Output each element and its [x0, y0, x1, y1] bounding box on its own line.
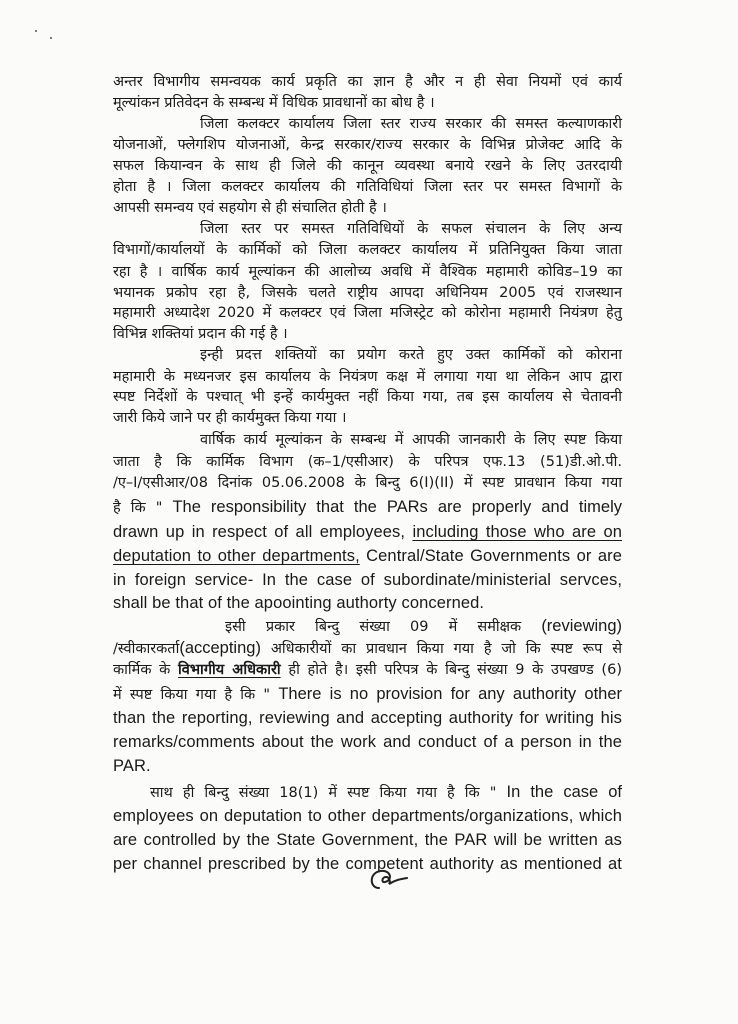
- text-line: [113, 568, 622, 592]
- text-line: [113, 155, 622, 177]
- text-segment: है कि ": [113, 500, 173, 516]
- text-line: [113, 804, 622, 828]
- text-segment: than the reporting, reviewing and accepting authority for writing his: [113, 709, 622, 727]
- text-line: [113, 754, 622, 778]
- text-segment: महामारी अध्यादेश 2020 में कलक्टर एवं जिला मजिस्ट्रेट को कोरोना महामारी नियंत्रण हेतु: [113, 305, 622, 321]
- text-line: [200, 218, 622, 240]
- signature-initial: [365, 866, 411, 896]
- text-line: [113, 637, 622, 659]
- text-segment: अन्तर विभागीय समन्वयक कार्य प्रकृति का ज्ञान है और न ही सेवा नियमों एवं कार्य: [113, 74, 622, 90]
- text-line: [113, 706, 622, 730]
- text-segment: महामारी के मध्यनजर इस कार्यालय के नियंत्रण कक्ष में लगाया गया था लेकिन आप द्वारा: [113, 369, 622, 385]
- text-line: [150, 781, 622, 803]
- text-segment: shall be that of the apoointing authorty concerned.: [113, 594, 485, 612]
- text-segment: विभिन्न शक्तियां प्रदान की गई है ।: [113, 326, 288, 342]
- text-segment: अधिकारीयों का प्रावधान किया गया है जो कि स्पष्ट रूप से: [260, 641, 622, 657]
- text-segment: जाता है कि कार्मिक विभाग (क–1/एसीआर) के परिपत्र एफ.13 (51)डी.ओ.पी.: [113, 454, 622, 470]
- text-line: [113, 828, 622, 852]
- text-segment: जारी किये जाने पर ही कार्यमुक्त किया गया ।: [113, 410, 347, 426]
- text-line: [113, 496, 622, 518]
- text-line: [113, 451, 622, 473]
- text-segment: are controlled by the State Government, the PAR will be written as: [113, 831, 622, 849]
- text-segment: (reviewing): [541, 617, 622, 635]
- text-line: [113, 683, 622, 705]
- text-segment: स्पष्ट निर्देशों के पश्चात् भी इन्हें कार्यमुक्त नहीं किया गया, तब इस कार्यालय से चेतावनी: [113, 389, 622, 405]
- text-segment: in foreign service- In the case of subordinate/ministerial servces,: [113, 571, 622, 589]
- text-line: [200, 113, 622, 135]
- text-segment: रहा है । वार्षिक कार्य मूल्यांकन की आलोच्य अवधि में वैश्विक महामारी कोविड–19 का: [113, 264, 622, 280]
- text-segment: कार्मिक के: [113, 662, 179, 678]
- text-line: [113, 544, 622, 568]
- text-line: [113, 239, 622, 261]
- text-segment: /स्वीकारकर्ता: [113, 641, 180, 657]
- underlined-text: विभागीय अधिकारी: [178, 662, 281, 678]
- text-segment: remarks/comments about the work and conduct of a person in the: [113, 733, 622, 751]
- text-segment: जिला कलक्टर कार्यालय जिला स्तर राज्य सरकार की समस्त कल्याणकारी: [200, 116, 622, 132]
- text-line: [113, 659, 622, 681]
- text-segment: The responsibility that the PARs are properly and timely: [172, 498, 622, 516]
- text-line: [113, 407, 622, 429]
- text-segment: There is no provision for any authority other: [278, 685, 622, 703]
- text-line: [113, 591, 622, 615]
- text-segment: इसी प्रकार बिन्दु संख्या 09 में समीक्षक: [225, 619, 542, 635]
- text-line: [113, 282, 622, 304]
- text-line: [113, 323, 622, 345]
- text-segment: Central/State Governments or are: [359, 547, 622, 565]
- text-line: [113, 730, 622, 754]
- text-segment: PAR.: [113, 757, 151, 775]
- text-segment: योजनाओं, फ्लेगशिप योजनाओं, केन्द्र सरकार/राज्य सरकार के विभिन्न प्रोजेक्ट आदि के: [113, 137, 622, 153]
- text-line: [200, 429, 622, 451]
- text-line: [113, 71, 622, 93]
- text-segment: employees on deputation to other departments/organizations, which: [113, 807, 622, 825]
- text-segment: में स्पष्ट किया गया है कि ": [113, 687, 279, 703]
- text-line: [225, 615, 622, 637]
- text-line: [113, 134, 622, 156]
- text-segment: विभागों/कार्यालयों के कार्मिकों को जिला कलक्टर कार्यालय में प्रतिनियुक्त किया जाता: [113, 242, 622, 258]
- scan-speck: [35, 30, 37, 32]
- text-line: [200, 344, 622, 366]
- text-segment: भयानक प्रकोप रहा है, जिसके चलते राष्ट्रीय आपदा अधिनियम 2005 एवं राजस्थान: [113, 285, 622, 301]
- text-line: [113, 92, 622, 114]
- text-segment: जिला स्तर पर समस्त गतिविधियों के सफल संचालन के लिए अन्य: [200, 221, 622, 237]
- text-segment: मूल्यांकन प्रतिवेदन के सम्बन्ध में विधिक प्रावधानों का बोध है ।: [113, 95, 435, 111]
- text-segment: होता है । जिला कलक्टर कार्यालय की गतिविधियां जिला स्तर पर समस्त विभागों के: [113, 179, 622, 195]
- text-segment: In the case of: [506, 783, 622, 801]
- text-line: [113, 302, 622, 324]
- underlined-text: including those who are on: [412, 523, 622, 541]
- scan-speck: [50, 37, 52, 39]
- underlined-text: deputation to other departments,: [113, 547, 360, 565]
- text-line: [113, 261, 622, 283]
- text-line: [113, 366, 622, 388]
- text-segment: per channel prescribed by the competent authority as mentioned at: [113, 855, 622, 873]
- text-segment: सफल कियान्वन के साथ ही जिले की कानून व्यवस्था बनाये रखने के लिए उतरदायी: [113, 158, 622, 174]
- text-line: [113, 520, 622, 544]
- text-segment: इन्ही प्रदत्त शक्तियों का प्रयोग करते हुए उक्त कार्मिकों को कोराना: [200, 347, 622, 363]
- text-line: [113, 176, 622, 198]
- text-segment: drawn up in respect of all employees,: [113, 523, 413, 541]
- text-line: [113, 472, 622, 494]
- text-line: [113, 386, 622, 408]
- text-segment: आपसी समन्वय एवं सहयोग से ही संचालित होती है ।: [113, 200, 387, 216]
- text-segment: वार्षिक कार्य मूल्यांकन के सम्बन्ध में आपकी जानकारी के लिए स्पष्ट किया: [200, 432, 622, 448]
- text-line: [113, 197, 622, 219]
- text-segment: साथ ही बिन्दु संख्या 18(1) में स्पष्ट किया गया है कि ": [150, 785, 507, 801]
- text-segment: (accepting): [179, 639, 261, 657]
- text-segment: /ए–I/एसीआर/08 दिनांक 05.06.2008 के बिन्दु 6(I)(II) में स्पष्ट प्रावधान किया गया: [113, 475, 622, 491]
- text-segment: ही होते है। इसी परिपत्र के बिन्दु संख्या 9 के उपखण्ड (6): [280, 662, 622, 678]
